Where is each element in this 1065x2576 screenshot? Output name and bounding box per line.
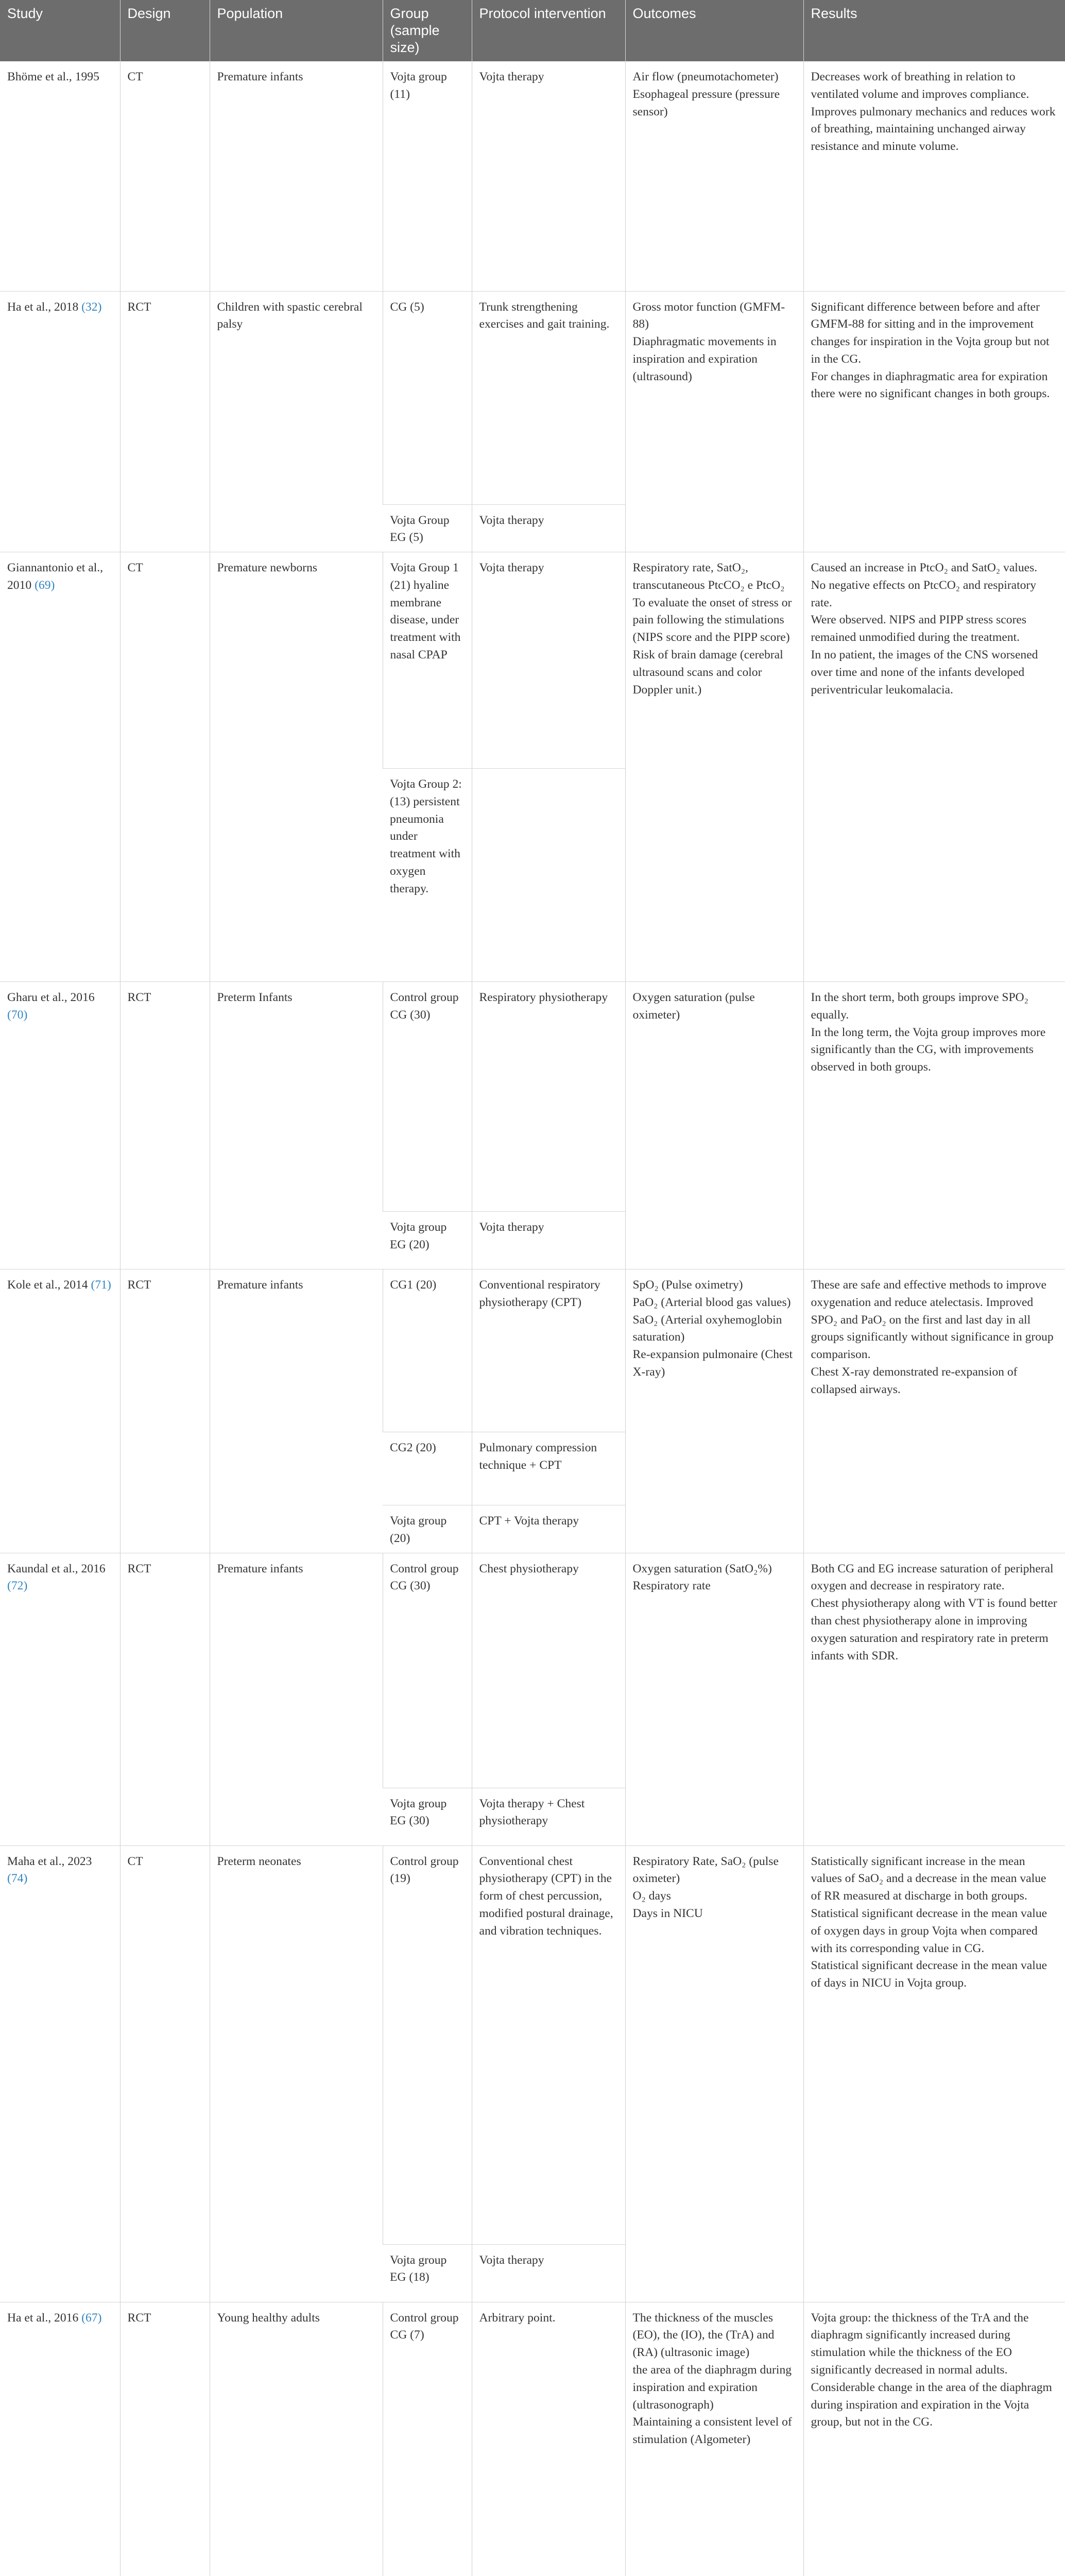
header-population: Population [210, 0, 383, 61]
design-cell: RCT [120, 2302, 210, 2576]
outcomes-cell [625, 1553, 803, 1845]
citation-link[interactable]: (67) [81, 2311, 102, 2325]
outcome-line: Diaphragmatic movements in inspiration and expiration (ultrasound) [632, 335, 777, 383]
header-design: Design [120, 0, 210, 61]
table-row [0, 2302, 1065, 2576]
protocol-cell: Pulmonary compression technique + CPT [472, 1432, 625, 1505]
study-name: Ha et al., 2018 [7, 300, 82, 314]
result-line: For changes in diaphragmatic area for expiration there were no significant changes in both groups. [811, 369, 1050, 401]
protocol-cell: Arbitrary point. [472, 2302, 625, 2576]
study-name: Giannantonio et al., 2010 [7, 561, 104, 592]
population-cell: Premature infants [210, 1269, 383, 1553]
protocol-cell: CPT + Vojta therapy [472, 1505, 625, 1553]
outcome-line: Respiratory rate [632, 1579, 711, 1593]
result-line: No negative effects on PtcCO₂ and respiratory rate. [811, 578, 1037, 609]
study-name: Kole et al., 2014 [7, 1278, 91, 1292]
outcome-line: Oxygen saturation (pulse oximeter) [632, 991, 755, 1022]
result-line: Statistical significant decrease in the mean value of oxygen days in group Vojta when compared with its corresponding value in CG. [811, 1907, 1047, 1955]
design-cell: RCT [120, 982, 210, 1269]
group-cell: Vojta group EG (30) [383, 1788, 472, 1845]
outcome-line: PaO₂ (Arterial blood gas values) [632, 1295, 791, 1309]
population-cell: Preterm Infants [210, 982, 383, 1269]
header-outcomes: Outcomes [625, 0, 803, 61]
result-line: These are safe and effective methods to improve oxygenation and reduce atelectasis. Improved SPO₂ and PaO₂ on the first and last day in all groups significantly without significance in group comparison. [811, 1278, 1054, 1362]
group-cell: Vojta Group 2: (13) persistent pneumonia under treatment with oxygen therapy. [383, 769, 472, 982]
group-cell: Control group CG (30) [383, 1553, 472, 1788]
citation-link[interactable]: (69) [35, 578, 55, 592]
study-name: Kaundal et al., 2016 [7, 1562, 106, 1575]
protocol-cell: Vojta therapy [472, 2244, 625, 2302]
group-cell: Control group (19) [383, 1845, 472, 2244]
results-cell [803, 1553, 1065, 1845]
citation-link[interactable]: (70) [7, 1008, 28, 1022]
protocol-cell: Respiratory physiotherapy [472, 982, 625, 1212]
citation-link[interactable]: (32) [81, 300, 102, 314]
population-cell: Children with spastic cerebral palsy [210, 291, 383, 552]
population-cell: Preterm neonates [210, 1845, 383, 2302]
outcome-line: Respiratory Rate, SaO₂ (pulse oximeter) [632, 1854, 779, 1886]
citation-link[interactable]: (74) [7, 1872, 28, 1886]
table-row [0, 1845, 1065, 2244]
result-line: In the long term, the Vojta group improves more significantly than the CG, with improvements observed in both groups. [811, 1025, 1046, 1074]
results-cell [803, 982, 1065, 1269]
protocol-cell: Vojta therapy [472, 61, 625, 291]
group-cell: Vojta group (20) [383, 1505, 472, 1553]
protocol-cell: Vojta therapy + Chest physiotherapy [472, 1788, 625, 1845]
study-name: Bhöme et al., 1995 [7, 70, 99, 83]
study-name: Gharu et al., 2016 [7, 991, 95, 1005]
design-cell: RCT [120, 1553, 210, 1845]
results-cell [803, 61, 1065, 291]
header-group: Group (sample size) [383, 0, 472, 61]
group-cell: Control group CG (7) [383, 2302, 472, 2576]
design-cell: CT [120, 552, 210, 982]
results-cell [803, 1269, 1065, 1553]
table-row [0, 1269, 1065, 1432]
group-cell: CG (5) [383, 291, 472, 504]
result-line: Caused an increase in PtcO₂ and SatO₂ values. [811, 561, 1038, 575]
protocol-cell: Vojta therapy [472, 504, 625, 552]
protocol-cell: Vojta therapy [472, 1212, 625, 1269]
protocol-cell: Conventional respiratory physiotherapy (CPT) [472, 1269, 625, 1432]
group-cell: Vojta Group EG (5) [383, 504, 472, 552]
group-cell: Vojta group EG (18) [383, 2244, 472, 2302]
outcomes-cell [625, 61, 803, 291]
header-results: Results [803, 0, 1065, 61]
outcome-line: To evaluate the onset of stress or pain following the stimulations (NIPS score and the PIPP score) [632, 596, 792, 645]
result-line: Chest X-ray demonstrated re-expansion of collapsed airways. [811, 1365, 1018, 1396]
protocol-cell: Conventional chest physiotherapy (CPT) in the form of chest percussion, modified postural drainage, and vibration techniques. [472, 1845, 625, 2244]
table-row [0, 552, 1065, 769]
outcome-line: Risk of brain damage (cerebral ultrasound scans and color Doppler unit.) [632, 648, 783, 697]
outcome-line: Re-expansion pulmonaire (Chest X-ray) [632, 1348, 793, 1379]
study-name: Maha et al., 2023 [7, 1854, 92, 1868]
result-line: Both CG and EG increase saturation of peripheral oxygen and decrease in respiratory rate. [811, 1562, 1054, 1593]
design-cell: RCT [120, 291, 210, 552]
group-cell: CG1 (20) [383, 1269, 472, 1432]
outcome-line: The thickness of the muscles (EO), the (IO), the (TrA) and (RA) (ultrasonic image) [632, 2311, 775, 2360]
table-row [0, 61, 1065, 291]
study-cell [0, 552, 120, 982]
population-cell: Premature infants [210, 61, 383, 291]
outcome-line: SpO₂ (Pulse oximetry) [632, 1278, 743, 1292]
outcomes-cell [625, 291, 803, 552]
citation-link[interactable]: (71) [91, 1278, 111, 1292]
table-row [0, 291, 1065, 504]
design-cell: CT [120, 61, 210, 291]
group-cell: Control group CG (30) [383, 982, 472, 1212]
outcome-line: Air flow (pneumotachometer) [632, 70, 779, 83]
protocol-cell: Vojta therapy [472, 552, 625, 769]
outcomes-cell [625, 1845, 803, 2302]
result-line: In no patient, the images of the CNS worsened over time and none of the infants developed periventricular leukomalacia. [811, 648, 1038, 697]
outcome-line: O₂ days [632, 1889, 671, 1903]
study-cell [0, 1553, 120, 1845]
outcome-line: the area of the diaphragm during inspiration and expiration (ultrasonograph) [632, 2363, 792, 2412]
header-study: Study [7, 6, 43, 21]
outcome-line: Days in NICU [632, 1907, 703, 1921]
population-cell: Premature newborns [210, 552, 383, 982]
group-cell: Vojta group (11) [383, 61, 472, 291]
results-cell [803, 1845, 1065, 2302]
study-cell [0, 982, 120, 1269]
result-line: Were observed. NIPS and PIPP stress scores remained unmodified during the treatment. [811, 613, 1027, 645]
population-cell: Premature infants [210, 1553, 383, 1845]
header-row [0, 0, 1065, 61]
population-cell: Young healthy adults [210, 2302, 383, 2576]
result-line: Significant difference between before and after GMFM-88 for sitting and in the improvement changes for inspiration in the Vojta group but not in the CG. [811, 300, 1050, 366]
outcome-line: Respiratory rate, SatO₂, transcutaneous PtcCO₂ e PtcO₂ [632, 561, 785, 592]
result-line: Vojta group: the thickness of the TrA and the diaphragm significantly increased during stimulation while the thickness of the EO significantly decreased in normal adults. [811, 2311, 1029, 2377]
result-line: Statistically significant increase in the mean values of SaO₂ and a decrease in the mean value of RR measured at discharge in both groups. [811, 1854, 1046, 1903]
design-cell: RCT [120, 1269, 210, 1553]
citation-link[interactable]: (72) [7, 1579, 28, 1593]
protocol-cell [472, 769, 625, 982]
result-line: Decreases work of breathing in relation to ventilated volume and improves compliance. Improves pulmonary mechanics and reduces work of breathing, maintaining unchanged airway resistance and minute volume. [811, 70, 1056, 154]
group-cell: CG2 (20) [383, 1432, 472, 1505]
protocol-cell: Chest physiotherapy [472, 1553, 625, 1788]
study-cell [0, 2302, 120, 2576]
result-line: Statistical significant decrease in the mean value of days in NICU in Vojta group. [811, 1959, 1047, 1990]
results-cell [803, 552, 1065, 982]
table-row [0, 982, 1065, 1212]
table-row [0, 1553, 1065, 1788]
study-cell [0, 291, 120, 552]
outcome-line: Oxygen saturation (SatO₂%) [632, 1562, 772, 1575]
results-cell [803, 2302, 1065, 2576]
protocol-cell: Trunk strengthening exercises and gait training. [472, 291, 625, 504]
result-line: Considerable change in the area of the diaphragm during inspiration and expiration in the Vojta group, but not in the CG. [811, 2380, 1052, 2429]
outcome-line: Gross motor function (GMFM-88) [632, 300, 785, 331]
design-cell: CT [120, 1845, 210, 2302]
study-cell [0, 1269, 120, 1553]
outcome-line: SaO₂ (Arterial oxyhemoglobin saturation) [632, 1313, 782, 1344]
study-cell [0, 61, 120, 291]
result-line: In the short term, both groups improve SPO₂ equally. [811, 991, 1028, 1022]
outcome-line: Maintaining a consistent level of stimulation (Algometer) [632, 2415, 792, 2447]
result-line: Chest physiotherapy along with VT is found better than chest physiotherapy alone in improving oxygen saturation and respiratory rate in preterm infants with SDR. [811, 1597, 1057, 1663]
results-cell [803, 291, 1065, 552]
study-cell [0, 1845, 120, 2302]
outcome-line: Esophageal pressure (pressure sensor) [632, 87, 780, 118]
outcomes-cell [625, 2302, 803, 2576]
table-body [0, 61, 1065, 2576]
group-cell: Vojta Group 1 (21) hyaline membrane disease, under treatment with nasal CPAP [383, 552, 472, 769]
header-protocol: Protocol intervention [472, 0, 625, 61]
outcomes-cell [625, 982, 803, 1269]
outcomes-cell [625, 1269, 803, 1553]
outcomes-cell [625, 552, 803, 982]
study-name: Ha et al., 2016 [7, 2311, 82, 2325]
group-cell: Vojta group EG (20) [383, 1212, 472, 1269]
